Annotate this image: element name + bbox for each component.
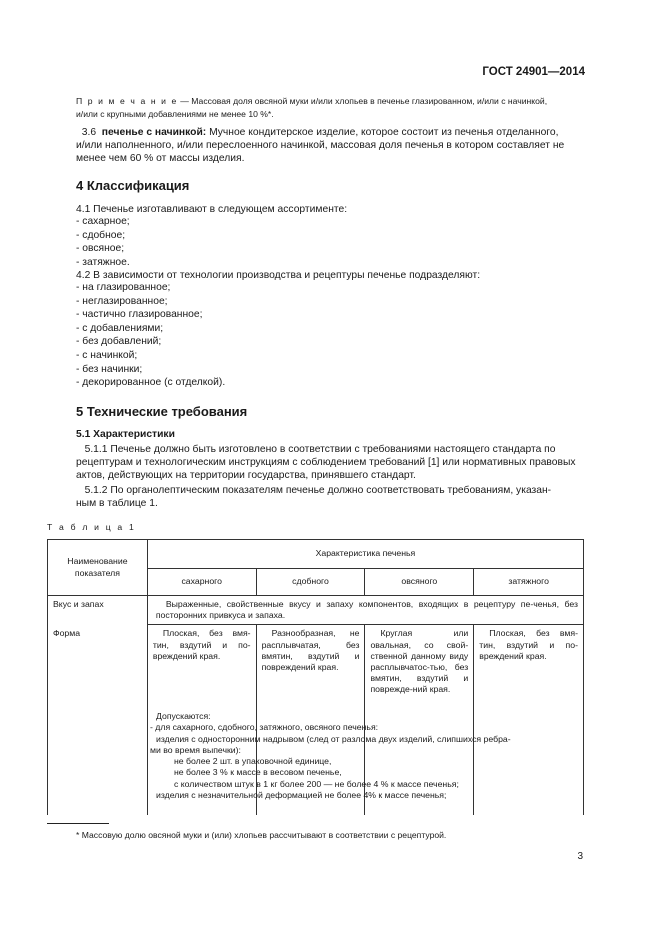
table-header-col-3: овсяного — [365, 569, 474, 596]
list-item: - сдобное; — [76, 229, 126, 241]
table-caption: Т а б л и ц а 1 — [47, 522, 136, 532]
row-taste-text: Выраженные, свойственные вкусу и запаху компонентов, входящих в рецептуру пе-ченья, без посторонних привкуса и запаха. — [155, 599, 578, 621]
note-text-1: — Массовая доля овсяной муки и/или хлопьев в печенье глазированном, и/или с начинкой, — [177, 96, 548, 106]
para-4-1-text: 4.1 Печенье изготавливают в следующем ассортименте: — [76, 204, 348, 215]
para-5-1-1-line-2: рецептурам и технологическим инструкциям с соблюдением требований [1] или нормативных правовых — [76, 457, 576, 469]
list-item: - без начинки; — [76, 363, 143, 375]
para-4-2-text: 4.2 В зависимости от технологии производства и рецептуры печенье подразделяют: — [76, 270, 481, 281]
permitted-line: не более 2 шт. в упаковочной единице, — [174, 756, 332, 767]
list-item: - неглазированное; — [76, 295, 168, 307]
list-item: - с начинкой; — [76, 349, 138, 361]
note-text-2: и/или с крупными добавлениями не менее 10 %*. — [76, 109, 274, 119]
list-item: - затяжное. — [76, 256, 130, 268]
table-header-group: Характеристика печенья — [147, 540, 583, 569]
permitted-line: с количеством штук в 1 кг более 200 — не более 4 % к массе печенья; — [174, 778, 459, 789]
list-item: - декорированное (с отделкой). — [76, 377, 226, 389]
permitted-line: изделия с односторонним надрывом (след от разлома двух изделий, слипшихся ребра- — [156, 733, 511, 744]
form-cell-4: Плоская, без вмя-тин, вздутий и по-вреждений края. — [479, 628, 578, 661]
table-header-col-4: затяжного — [474, 569, 584, 596]
permitted-line: изделия с незначительной деформацией не более 4% к массе печенья; — [156, 790, 447, 801]
list-4-2 — [76, 281, 584, 390]
standard-number: ГОСТ 24901—2014 — [482, 66, 585, 78]
def-line-3: менее чем 60 % от массы изделия. — [76, 153, 245, 165]
form-cell-3: Круглая или овальная, со свой-ственной данному виду расплывчатос-тью, без вмятин, вздутий и поврежде-ний края. — [370, 628, 469, 695]
para-5-1-2 — [76, 484, 584, 510]
para-5-1-2-line-2: ным в таблице 1. — [76, 498, 158, 510]
list-item: - овсяное; — [76, 243, 125, 255]
subsection-5-1-title: 5.1 Характеристики — [76, 429, 175, 440]
para-5-1-1-line-3: актов, действующих на территории государства, принявшего стандарт. — [76, 470, 416, 482]
list-item: - частично глазированное; — [76, 309, 203, 321]
def-line-1: Мучное кондитерское изделие, которое состоит из печенья отделанного, — [206, 127, 559, 138]
permitted-line: не более 3 % к массе в весовом печенье, — [174, 767, 342, 778]
form-cell-1: Плоская, без вмя-тин, вздутий и по-вреждений края. — [152, 628, 251, 661]
section-4-title: 4 Классификация — [76, 178, 190, 193]
footnote-rule — [47, 823, 109, 824]
para-5-1-1 — [76, 443, 584, 483]
list-item: - с добавлениями; — [76, 322, 164, 334]
page-number: 3 — [577, 851, 583, 862]
list-4-1 — [76, 215, 584, 269]
note-block — [76, 95, 584, 121]
row-taste-cell — [147, 596, 583, 625]
permitted-line: Допускаются: — [156, 711, 211, 721]
table-row-taste — [48, 596, 584, 625]
list-item: - сахарное; — [76, 216, 130, 227]
def-line-2: и/или наполненного, и/или переслоенного начинкой, массовая доля печенья в котором составляет не — [76, 140, 565, 152]
permitted-line: - для сахарного, сдобного, затяжного, овсяного печенья: — [150, 722, 379, 733]
table-header-col-1: сахарного — [147, 569, 256, 596]
form-cell-2: Разнообразная, не расплывчатая, без вмятин, вздутий и повреждений края. — [261, 628, 360, 673]
table-header-col-2: сдобного — [256, 569, 365, 596]
note-label: П р и м е ч а н и е — [76, 96, 178, 106]
permitted-line: ми во время выпечки): — [150, 744, 241, 755]
row-name-taste: Вкус и запах — [48, 596, 148, 625]
list-item: - на глазированное; — [76, 282, 171, 293]
permitted-defects — [150, 711, 580, 801]
section-5-title: 5 Технические требования — [76, 404, 248, 419]
table-header-name: Наименование показателя — [48, 540, 148, 596]
para-5-1-1-line-1: 5.1.1 Печенье должно быть изготовлено в соответствии с требованиями настоящего стандарта по — [84, 444, 556, 455]
definition-3-6 — [76, 126, 584, 166]
list-item: - без добавлений; — [76, 336, 162, 348]
row-name-form: Форма — [48, 625, 148, 815]
para-5-1-2-line-1: 5.1.2 По органолептическим показателям печенье должно соответствовать требованиям, указан- — [84, 485, 552, 496]
def-term: печенье с начинкой: — [101, 127, 207, 138]
footnote: * Массовую долю овсяной муки и (или) хлопьев рассчитывают в соответствии с рецептурой. — [76, 830, 447, 840]
def-number: 3.6 — [81, 127, 97, 138]
